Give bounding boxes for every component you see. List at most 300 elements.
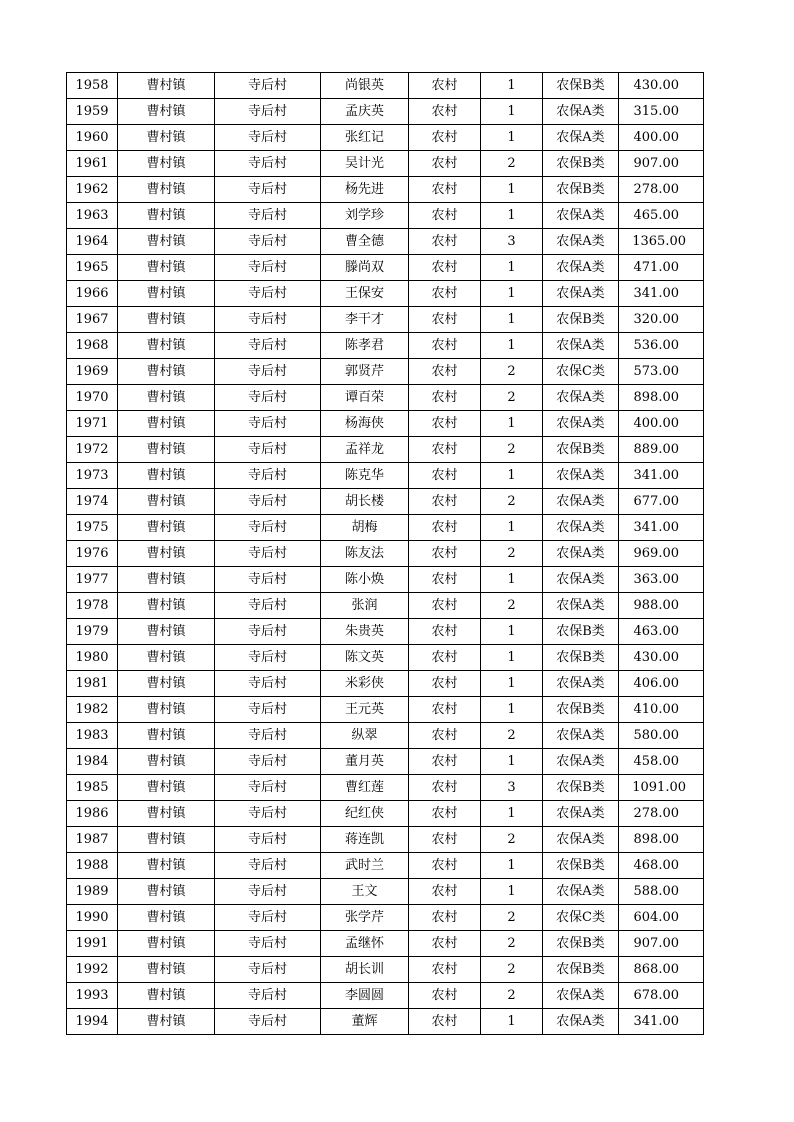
household-count-cell: 1 — [481, 619, 543, 645]
insurance-category-cell: 农保A类 — [543, 463, 619, 489]
table-row — [67, 255, 704, 281]
serial-number-cell: 1974 — [67, 489, 118, 515]
town-cell: 曹村镇 — [118, 645, 215, 671]
amount-cell: 580.00 — [619, 723, 704, 749]
town-cell: 曹村镇 — [118, 957, 215, 983]
residence-type-cell: 农村 — [409, 333, 481, 359]
village-cell: 寺后村 — [215, 983, 321, 1009]
table-row — [67, 333, 704, 359]
amount-cell: 468.00 — [619, 853, 704, 879]
household-count-cell: 1 — [481, 749, 543, 775]
table-row — [67, 541, 704, 567]
residence-type-cell: 农村 — [409, 437, 481, 463]
insurance-category-cell: 农保A类 — [543, 567, 619, 593]
name-cell: 张润 — [321, 593, 409, 619]
table-row — [67, 229, 704, 255]
serial-number-cell: 1960 — [67, 125, 118, 151]
table-row — [67, 619, 704, 645]
town-cell: 曹村镇 — [118, 983, 215, 1009]
name-cell: 孟庆英 — [321, 99, 409, 125]
name-cell: 胡梅 — [321, 515, 409, 541]
serial-number-cell: 1977 — [67, 567, 118, 593]
residence-type-cell: 农村 — [409, 411, 481, 437]
household-count-cell: 2 — [481, 437, 543, 463]
serial-number-cell: 1958 — [67, 73, 118, 99]
village-cell: 寺后村 — [215, 931, 321, 957]
residence-type-cell: 农村 — [409, 931, 481, 957]
table-row — [67, 307, 704, 333]
residence-type-cell: 农村 — [409, 853, 481, 879]
insurance-category-cell: 农保A类 — [543, 879, 619, 905]
insurance-category-cell: 农保B类 — [543, 957, 619, 983]
insurance-category-cell: 农保A类 — [543, 489, 619, 515]
village-cell: 寺后村 — [215, 437, 321, 463]
name-cell: 纪红侠 — [321, 801, 409, 827]
serial-number-cell: 1967 — [67, 307, 118, 333]
name-cell: 胡长训 — [321, 957, 409, 983]
household-count-cell: 3 — [481, 775, 543, 801]
amount-cell: 430.00 — [619, 645, 704, 671]
household-count-cell: 1 — [481, 177, 543, 203]
village-cell: 寺后村 — [215, 749, 321, 775]
town-cell: 曹村镇 — [118, 73, 215, 99]
insurance-category-cell: 农保A类 — [543, 983, 619, 1009]
household-count-cell: 2 — [481, 827, 543, 853]
village-cell: 寺后村 — [215, 307, 321, 333]
name-cell: 郭贤芹 — [321, 359, 409, 385]
household-count-cell: 1 — [481, 645, 543, 671]
serial-number-cell: 1993 — [67, 983, 118, 1009]
table-row — [67, 775, 704, 801]
household-count-cell: 1 — [481, 567, 543, 593]
name-cell: 胡长楼 — [321, 489, 409, 515]
household-count-cell: 1 — [481, 1009, 543, 1035]
residence-type-cell: 农村 — [409, 879, 481, 905]
amount-cell: 907.00 — [619, 151, 704, 177]
table-row — [67, 463, 704, 489]
name-cell: 谭百荣 — [321, 385, 409, 411]
name-cell: 朱贵英 — [321, 619, 409, 645]
household-count-cell: 1 — [481, 307, 543, 333]
household-count-cell: 2 — [481, 385, 543, 411]
residence-type-cell: 农村 — [409, 697, 481, 723]
roster-table — [66, 72, 704, 1035]
name-cell: 孟祥龙 — [321, 437, 409, 463]
insurance-category-cell: 农保B类 — [543, 697, 619, 723]
amount-cell: 678.00 — [619, 983, 704, 1009]
name-cell: 陈友法 — [321, 541, 409, 567]
insurance-category-cell: 农保B类 — [543, 73, 619, 99]
residence-type-cell: 农村 — [409, 307, 481, 333]
residence-type-cell: 农村 — [409, 125, 481, 151]
table-row — [67, 1009, 704, 1035]
town-cell: 曹村镇 — [118, 879, 215, 905]
residence-type-cell: 农村 — [409, 775, 481, 801]
amount-cell: 898.00 — [619, 385, 704, 411]
amount-cell: 400.00 — [619, 411, 704, 437]
insurance-category-cell: 农保A类 — [543, 671, 619, 697]
residence-type-cell: 农村 — [409, 541, 481, 567]
serial-number-cell: 1970 — [67, 385, 118, 411]
insurance-category-cell: 农保A类 — [543, 593, 619, 619]
town-cell: 曹村镇 — [118, 697, 215, 723]
village-cell: 寺后村 — [215, 177, 321, 203]
name-cell: 刘学珍 — [321, 203, 409, 229]
residence-type-cell: 农村 — [409, 983, 481, 1009]
residence-type-cell: 农村 — [409, 151, 481, 177]
insurance-category-cell: 农保B类 — [543, 151, 619, 177]
insurance-category-cell: 农保A类 — [543, 281, 619, 307]
table-row — [67, 879, 704, 905]
residence-type-cell: 农村 — [409, 203, 481, 229]
household-count-cell: 2 — [481, 359, 543, 385]
household-count-cell: 2 — [481, 151, 543, 177]
table-row — [67, 99, 704, 125]
household-count-cell: 1 — [481, 801, 543, 827]
town-cell: 曹村镇 — [118, 333, 215, 359]
serial-number-cell: 1965 — [67, 255, 118, 281]
insurance-category-cell: 农保A类 — [543, 1009, 619, 1035]
town-cell: 曹村镇 — [118, 671, 215, 697]
village-cell: 寺后村 — [215, 281, 321, 307]
name-cell: 滕尚双 — [321, 255, 409, 281]
table-row — [67, 983, 704, 1009]
insurance-category-cell: 农保A类 — [543, 203, 619, 229]
village-cell: 寺后村 — [215, 385, 321, 411]
town-cell: 曹村镇 — [118, 801, 215, 827]
village-cell: 寺后村 — [215, 411, 321, 437]
name-cell: 董辉 — [321, 1009, 409, 1035]
residence-type-cell: 农村 — [409, 99, 481, 125]
village-cell: 寺后村 — [215, 73, 321, 99]
insurance-category-cell: 农保B类 — [543, 307, 619, 333]
household-count-cell: 1 — [481, 255, 543, 281]
residence-type-cell: 农村 — [409, 281, 481, 307]
table-row — [67, 645, 704, 671]
village-cell: 寺后村 — [215, 853, 321, 879]
amount-cell: 573.00 — [619, 359, 704, 385]
serial-number-cell: 1961 — [67, 151, 118, 177]
name-cell: 董月英 — [321, 749, 409, 775]
household-count-cell: 1 — [481, 281, 543, 307]
insurance-category-cell: 农保B类 — [543, 931, 619, 957]
insurance-category-cell: 农保A类 — [543, 99, 619, 125]
amount-cell: 400.00 — [619, 125, 704, 151]
amount-cell: 588.00 — [619, 879, 704, 905]
household-count-cell: 1 — [481, 879, 543, 905]
household-count-cell: 1 — [481, 333, 543, 359]
town-cell: 曹村镇 — [118, 489, 215, 515]
serial-number-cell: 1972 — [67, 437, 118, 463]
insurance-category-cell: 农保B类 — [543, 775, 619, 801]
name-cell: 李圆圆 — [321, 983, 409, 1009]
serial-number-cell: 1994 — [67, 1009, 118, 1035]
household-count-cell: 2 — [481, 541, 543, 567]
village-cell: 寺后村 — [215, 99, 321, 125]
household-count-cell: 3 — [481, 229, 543, 255]
serial-number-cell: 1968 — [67, 333, 118, 359]
household-count-cell: 1 — [481, 515, 543, 541]
amount-cell: 868.00 — [619, 957, 704, 983]
name-cell: 王元英 — [321, 697, 409, 723]
town-cell: 曹村镇 — [118, 593, 215, 619]
insurance-category-cell: 农保B类 — [543, 853, 619, 879]
name-cell: 陈孝君 — [321, 333, 409, 359]
serial-number-cell: 1980 — [67, 645, 118, 671]
serial-number-cell: 1982 — [67, 697, 118, 723]
residence-type-cell: 农村 — [409, 671, 481, 697]
serial-number-cell: 1964 — [67, 229, 118, 255]
name-cell: 孟继怀 — [321, 931, 409, 957]
household-count-cell: 1 — [481, 125, 543, 151]
serial-number-cell: 1976 — [67, 541, 118, 567]
amount-cell: 463.00 — [619, 619, 704, 645]
name-cell: 蒋连凯 — [321, 827, 409, 853]
insurance-category-cell: 农保C类 — [543, 905, 619, 931]
town-cell: 曹村镇 — [118, 99, 215, 125]
residence-type-cell: 农村 — [409, 619, 481, 645]
table-row — [67, 515, 704, 541]
residence-type-cell: 农村 — [409, 645, 481, 671]
household-count-cell: 2 — [481, 723, 543, 749]
household-count-cell: 1 — [481, 671, 543, 697]
town-cell: 曹村镇 — [118, 723, 215, 749]
insurance-category-cell: 农保A类 — [543, 541, 619, 567]
amount-cell: 458.00 — [619, 749, 704, 775]
table-row — [67, 957, 704, 983]
household-count-cell: 1 — [481, 411, 543, 437]
serial-number-cell: 1978 — [67, 593, 118, 619]
amount-cell: 278.00 — [619, 177, 704, 203]
table-row — [67, 385, 704, 411]
town-cell: 曹村镇 — [118, 385, 215, 411]
village-cell: 寺后村 — [215, 463, 321, 489]
amount-cell: 1091.00 — [619, 775, 704, 801]
amount-cell: 341.00 — [619, 463, 704, 489]
amount-cell: 1365.00 — [619, 229, 704, 255]
amount-cell: 677.00 — [619, 489, 704, 515]
serial-number-cell: 1991 — [67, 931, 118, 957]
amount-cell: 341.00 — [619, 1009, 704, 1035]
insurance-category-cell: 农保C类 — [543, 359, 619, 385]
household-count-cell: 1 — [481, 73, 543, 99]
amount-cell: 406.00 — [619, 671, 704, 697]
residence-type-cell: 农村 — [409, 1009, 481, 1035]
residence-type-cell: 农村 — [409, 463, 481, 489]
household-count-cell: 1 — [481, 203, 543, 229]
residence-type-cell: 农村 — [409, 801, 481, 827]
serial-number-cell: 1984 — [67, 749, 118, 775]
name-cell: 杨海侠 — [321, 411, 409, 437]
serial-number-cell: 1979 — [67, 619, 118, 645]
table-row — [67, 359, 704, 385]
amount-cell: 889.00 — [619, 437, 704, 463]
table-row — [67, 151, 704, 177]
household-count-cell: 1 — [481, 697, 543, 723]
table-row — [67, 411, 704, 437]
amount-cell: 430.00 — [619, 73, 704, 99]
name-cell: 尚银英 — [321, 73, 409, 99]
residence-type-cell: 农村 — [409, 489, 481, 515]
town-cell: 曹村镇 — [118, 541, 215, 567]
table-row — [67, 801, 704, 827]
amount-cell: 341.00 — [619, 281, 704, 307]
village-cell: 寺后村 — [215, 957, 321, 983]
residence-type-cell: 农村 — [409, 905, 481, 931]
serial-number-cell: 1969 — [67, 359, 118, 385]
residence-type-cell: 农村 — [409, 359, 481, 385]
residence-type-cell: 农村 — [409, 749, 481, 775]
table-row — [67, 177, 704, 203]
amount-cell: 465.00 — [619, 203, 704, 229]
town-cell: 曹村镇 — [118, 307, 215, 333]
table-row — [67, 437, 704, 463]
amount-cell: 604.00 — [619, 905, 704, 931]
serial-number-cell: 1971 — [67, 411, 118, 437]
household-count-cell: 2 — [481, 957, 543, 983]
village-cell: 寺后村 — [215, 697, 321, 723]
residence-type-cell: 农村 — [409, 827, 481, 853]
insurance-category-cell: 农保A类 — [543, 125, 619, 151]
serial-number-cell: 1966 — [67, 281, 118, 307]
insurance-category-cell: 农保A类 — [543, 515, 619, 541]
amount-cell: 410.00 — [619, 697, 704, 723]
insurance-category-cell: 农保B类 — [543, 619, 619, 645]
insurance-category-cell: 农保A类 — [543, 411, 619, 437]
village-cell: 寺后村 — [215, 827, 321, 853]
amount-cell: 898.00 — [619, 827, 704, 853]
name-cell: 王保安 — [321, 281, 409, 307]
town-cell: 曹村镇 — [118, 229, 215, 255]
village-cell: 寺后村 — [215, 567, 321, 593]
insurance-category-cell: 农保A类 — [543, 749, 619, 775]
residence-type-cell: 农村 — [409, 567, 481, 593]
village-cell: 寺后村 — [215, 333, 321, 359]
town-cell: 曹村镇 — [118, 827, 215, 853]
village-cell: 寺后村 — [215, 593, 321, 619]
serial-number-cell: 1962 — [67, 177, 118, 203]
insurance-category-cell: 农保A类 — [543, 801, 619, 827]
insurance-category-cell: 农保B类 — [543, 437, 619, 463]
village-cell: 寺后村 — [215, 125, 321, 151]
table-row — [67, 593, 704, 619]
insurance-category-cell: 农保A类 — [543, 385, 619, 411]
insurance-category-cell: 农保A类 — [543, 827, 619, 853]
village-cell: 寺后村 — [215, 879, 321, 905]
table-body — [67, 73, 704, 1035]
amount-cell: 471.00 — [619, 255, 704, 281]
amount-cell: 969.00 — [619, 541, 704, 567]
residence-type-cell: 农村 — [409, 723, 481, 749]
table-row — [67, 281, 704, 307]
residence-type-cell: 农村 — [409, 229, 481, 255]
village-cell: 寺后村 — [215, 905, 321, 931]
town-cell: 曹村镇 — [118, 775, 215, 801]
serial-number-cell: 1963 — [67, 203, 118, 229]
town-cell: 曹村镇 — [118, 1009, 215, 1035]
serial-number-cell: 1986 — [67, 801, 118, 827]
residence-type-cell: 农村 — [409, 73, 481, 99]
town-cell: 曹村镇 — [118, 125, 215, 151]
table-row — [67, 73, 704, 99]
village-cell: 寺后村 — [215, 775, 321, 801]
village-cell: 寺后村 — [215, 671, 321, 697]
serial-number-cell: 1989 — [67, 879, 118, 905]
village-cell: 寺后村 — [215, 801, 321, 827]
household-count-cell: 1 — [481, 99, 543, 125]
name-cell: 武时兰 — [321, 853, 409, 879]
village-cell: 寺后村 — [215, 151, 321, 177]
town-cell: 曹村镇 — [118, 853, 215, 879]
name-cell: 陈小焕 — [321, 567, 409, 593]
town-cell: 曹村镇 — [118, 749, 215, 775]
residence-type-cell: 农村 — [409, 593, 481, 619]
town-cell: 曹村镇 — [118, 255, 215, 281]
serial-number-cell: 1988 — [67, 853, 118, 879]
town-cell: 曹村镇 — [118, 515, 215, 541]
insurance-category-cell: 农保A类 — [543, 723, 619, 749]
village-cell: 寺后村 — [215, 489, 321, 515]
residence-type-cell: 农村 — [409, 385, 481, 411]
table-row — [67, 749, 704, 775]
town-cell: 曹村镇 — [118, 281, 215, 307]
serial-number-cell: 1959 — [67, 99, 118, 125]
table-row — [67, 827, 704, 853]
household-count-cell: 2 — [481, 931, 543, 957]
household-count-cell: 1 — [481, 853, 543, 879]
village-cell: 寺后村 — [215, 541, 321, 567]
name-cell: 王文 — [321, 879, 409, 905]
name-cell: 张红记 — [321, 125, 409, 151]
serial-number-cell: 1990 — [67, 905, 118, 931]
serial-number-cell: 1983 — [67, 723, 118, 749]
name-cell: 杨先进 — [321, 177, 409, 203]
name-cell: 陈克华 — [321, 463, 409, 489]
amount-cell: 278.00 — [619, 801, 704, 827]
residence-type-cell: 农村 — [409, 515, 481, 541]
village-cell: 寺后村 — [215, 1009, 321, 1035]
household-count-cell: 2 — [481, 983, 543, 1009]
name-cell: 米彩侠 — [321, 671, 409, 697]
town-cell: 曹村镇 — [118, 463, 215, 489]
name-cell: 张学芹 — [321, 905, 409, 931]
amount-cell: 315.00 — [619, 99, 704, 125]
residence-type-cell: 农村 — [409, 177, 481, 203]
table-row — [67, 723, 704, 749]
amount-cell: 363.00 — [619, 567, 704, 593]
town-cell: 曹村镇 — [118, 411, 215, 437]
insurance-category-cell: 农保A类 — [543, 229, 619, 255]
town-cell: 曹村镇 — [118, 437, 215, 463]
amount-cell: 907.00 — [619, 931, 704, 957]
name-cell: 李干才 — [321, 307, 409, 333]
table-row — [67, 931, 704, 957]
name-cell: 曹全德 — [321, 229, 409, 255]
amount-cell: 341.00 — [619, 515, 704, 541]
table-row — [67, 489, 704, 515]
town-cell: 曹村镇 — [118, 203, 215, 229]
town-cell: 曹村镇 — [118, 177, 215, 203]
amount-cell: 536.00 — [619, 333, 704, 359]
household-count-cell: 2 — [481, 593, 543, 619]
table-row — [67, 125, 704, 151]
village-cell: 寺后村 — [215, 359, 321, 385]
household-count-cell: 2 — [481, 489, 543, 515]
village-cell: 寺后村 — [215, 515, 321, 541]
table-row — [67, 203, 704, 229]
village-cell: 寺后村 — [215, 229, 321, 255]
table-row — [67, 905, 704, 931]
